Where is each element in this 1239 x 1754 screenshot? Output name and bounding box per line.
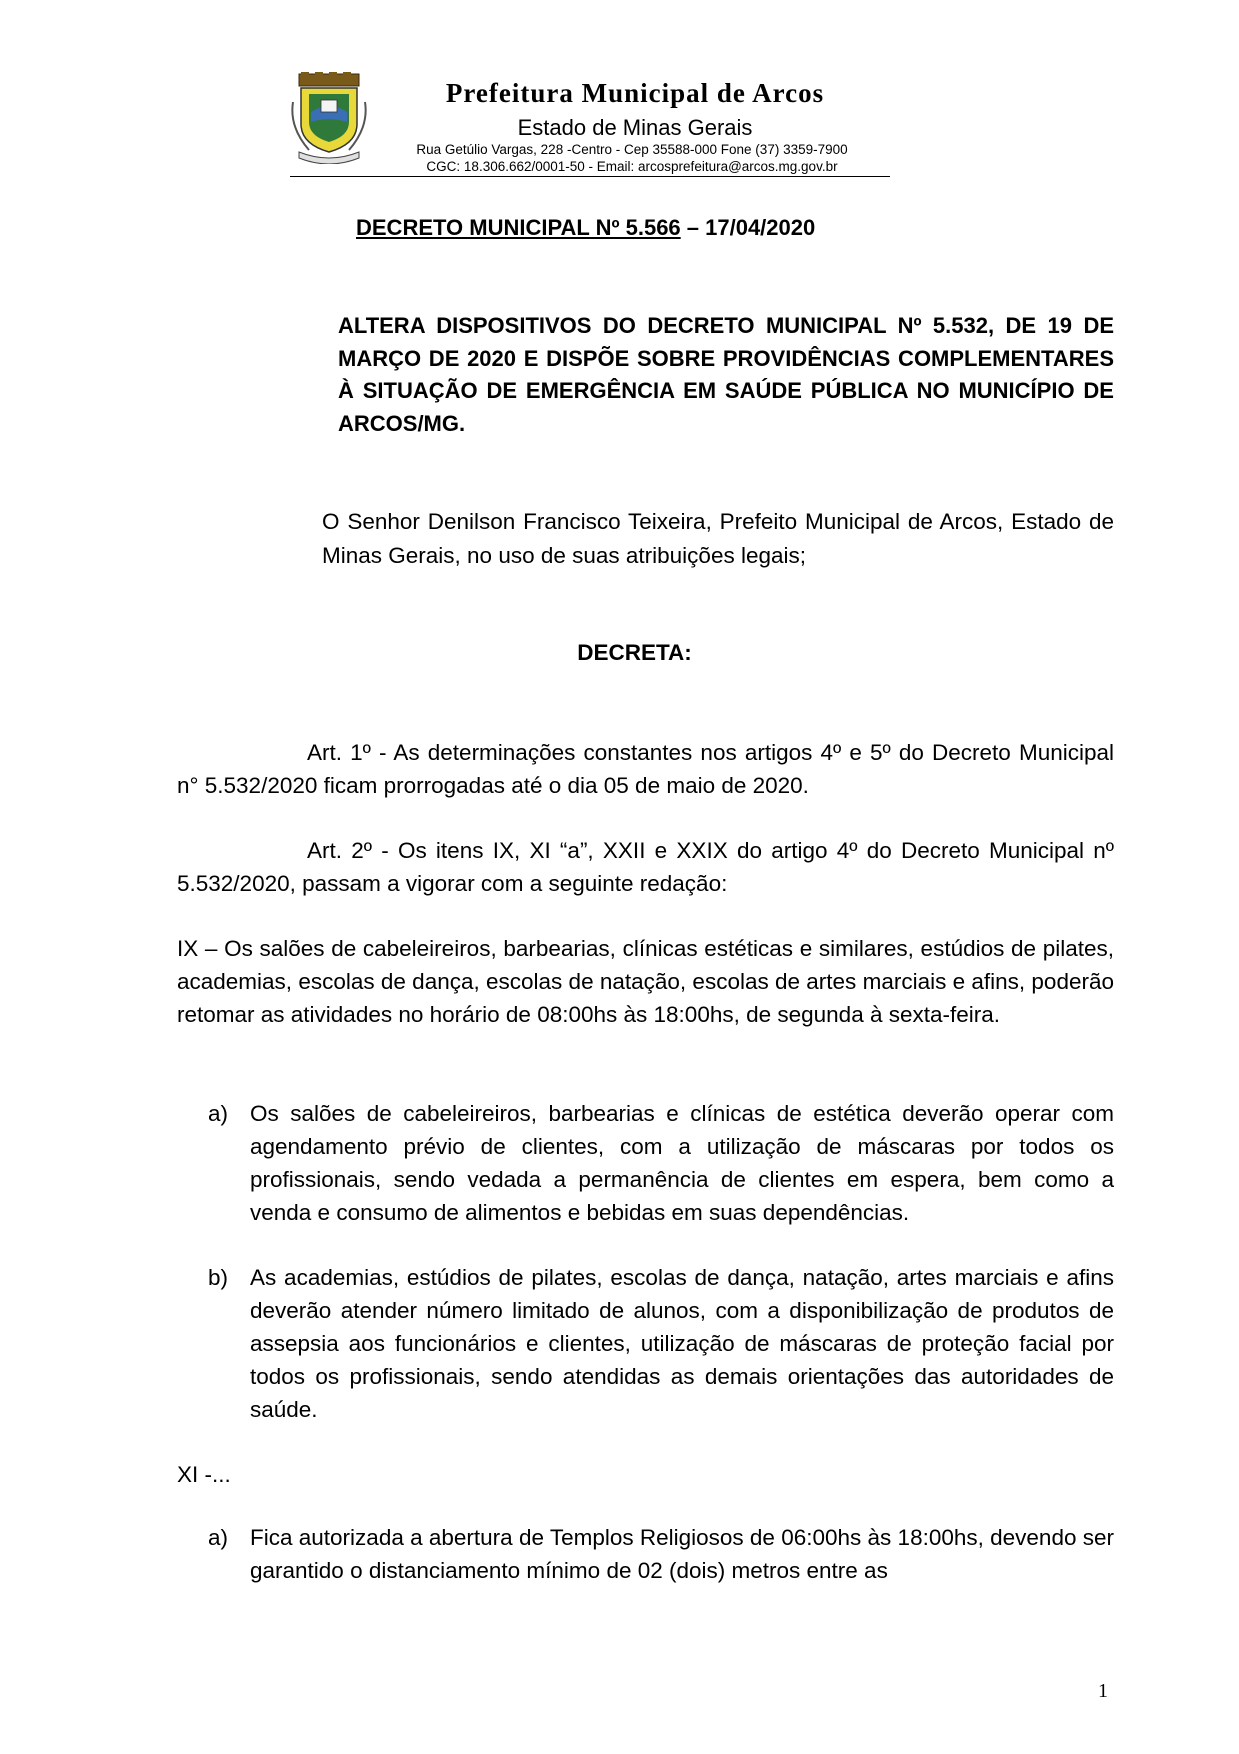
item-xi: XI -...	[177, 1462, 231, 1487]
decree-title	[356, 215, 815, 241]
decreta-heading: DECRETA:	[577, 640, 692, 665]
decree-ementa: ALTERA DISPOSITIVOS DO DECRETO MUNICIPAL Nº 5.532, DE 19 DE MARÇO DE 2020 E DISPÕE SOBRE PROVIDÊNCIAS COMPLEMENTARES À SITUAÇÃO DE EMERGÊNCIA EM SAÚDE PÚBLICA NO MUNICÍPIO DE ARCOS/MG.	[338, 313, 1114, 436]
decree-number: DECRETO MUNICIPAL Nº 5.566	[356, 215, 681, 240]
page-number: 1	[1098, 1680, 1108, 1702]
letterhead-address: Rua Getúlio Vargas, 228 -Centro - Cep 35588-000 Fone (37) 3359-7900	[416, 142, 848, 157]
item-ix-b	[208, 1261, 1114, 1426]
decree-date: – 17/04/2020	[680, 215, 816, 240]
item-ix-a	[208, 1097, 1114, 1229]
item-ix-b-label: b)	[208, 1265, 229, 1290]
item-ix-a-text: Os salões de cabeleireiros, barbearias e clínicas de estética deverão operar com agendamento prévio de clientes, com a utilização de máscaras por todos os profissionais, sendo vedada a permanência de clientes em espera, bem como a venda e consumo de alimentos e bebidas em suas dependências.	[250, 1101, 1114, 1225]
article-1: Art. 1º - As determinações constantes nos artigos 4º e 5º do Decreto Municipal n° 5.532/2020 ficam prorrogadas até o dia 05 de maio de 2020.	[177, 740, 1114, 798]
municipal-crest-icon	[289, 72, 369, 164]
letterhead-state: Estado de Minas Gerais	[517, 115, 753, 140]
item-ix-a-label: a)	[208, 1101, 229, 1126]
article-2: Art. 2º - Os itens IX, XI “a”, XXII e XXIX do artigo 4º do Decreto Municipal nº 5.532/2020, passam a vigorar com a seguinte redação:	[177, 838, 1114, 896]
letterhead-divider	[290, 176, 890, 177]
letterhead-title: Prefeitura Municipal de Arcos	[445, 78, 825, 108]
item-ix-b-text: As academias, estúdios de pilates, escolas de dança, natação, artes marciais e afins deverão atender número limitado de alunos, com a disponibilização de produtos de assepsia aos funcionários e clientes, utilização de máscaras de proteção facial por todos os profissionais, sendo atendidas as demais orientações das autoridades de saúde.	[250, 1265, 1114, 1422]
decree-preamble: O Senhor Denilson Francisco Teixeira, Prefeito Municipal de Arcos, Estado de Minas Gerais, no uso de suas atribuições legais;	[322, 509, 1114, 568]
item-xi-a-text: Fica autorizada a abertura de Templos Religiosos de 06:00hs às 18:00hs, devendo ser garantido o distanciamento mínimo de 02 (dois) metros entre as	[250, 1525, 1114, 1583]
item-xi-a-label: a)	[208, 1525, 229, 1550]
item-ix: IX – Os salões de cabeleireiros, barbearias, clínicas estéticas e similares, estúdios de pilates, academias, escolas de dança, escolas de natação, escolas de artes marciais e afins, poderão retomar as atividades no horário de 08:00hs às 18:00hs, de segunda à sexta-feira.	[177, 936, 1114, 1027]
letterhead-cgc: CGC: 18.306.662/0001-50 - Email: arcosprefeitura@arcos.mg.gov.br	[426, 159, 838, 174]
item-xi-a	[208, 1521, 1114, 1587]
